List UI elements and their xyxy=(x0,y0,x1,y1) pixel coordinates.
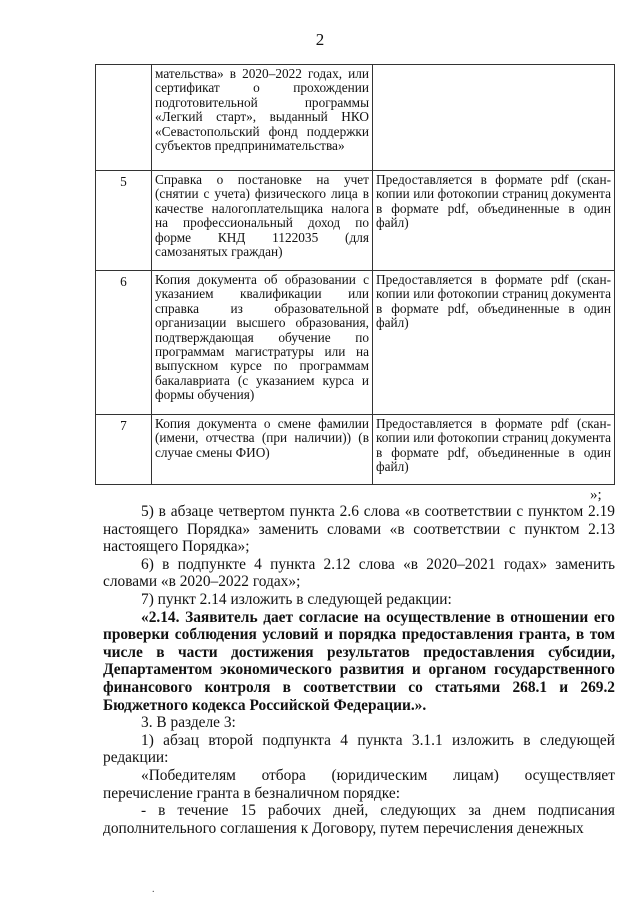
documents-table xyxy=(95,64,615,485)
document-name: Копия документа об образовании с указанием квалификации или справка из образовательной организации высшего образования, подтверждающая обучение по программам магистратуры или на выпускном курсе по программам бакалавриата (с указанием курса и формы обучения) xyxy=(152,271,373,415)
row-number xyxy=(96,65,152,171)
paragraph-item-5: 5) в абзаце четвертом пункта 2.6 слова «в соответствии с пунктом 2.19 настоящего Порядка» заменить словами «в соответствии с пунктом 2.13 настоящего Порядка»; xyxy=(103,503,615,556)
row-number: 6 xyxy=(96,271,152,415)
paragraph-quote-winners: «Победителям отбора (юридическим лицам) осуществляет перечисление гранта в безналичном порядке: xyxy=(103,766,615,802)
amendments-text xyxy=(103,503,615,837)
paragraph-quote-2-14: «2.14. Заявитель дает согласие на осуществление в отношении его проверки соблюдения условий и порядка предоставления гранта, в том числе в части достижения результатов предоставления субсидии, Департаментом экономического развития и органом государственного финансового контроля в соответствии со статьями 268.1 и 269.2 Бюджетного кодекса Российской Федерации.». xyxy=(103,608,615,714)
paragraph-item-6: 6) в подпункте 4 пункта 2.12 слова «в 2020–2021 годах» заменить словами «в 2020–2022 годах»; xyxy=(103,555,615,591)
row-number: 7 xyxy=(96,415,152,485)
paragraph-item-1: 1) абзац второй подпункта 4 пункта 3.1.1 изложить в следующей редакции: xyxy=(103,731,615,767)
paragraph-dash-item: - в течение 15 рабочих дней, следующих за днем подписания дополнительного соглашения к Договору, путем перечисления денежных xyxy=(103,802,615,837)
section-3-heading: 3. В разделе 3: xyxy=(141,714,236,732)
document-name: мательства» в 2020–2022 годах, или сертификат о прохождении подготовительной программы «Легкий старт», выданный НКО «Севастопольский фонд поддержки субъектов предпринимательства» xyxy=(152,65,373,171)
table-row xyxy=(96,271,615,415)
bottom-mark: . xyxy=(152,884,155,895)
table-row xyxy=(96,65,615,171)
paragraph-item-7: 7) пункт 2.14 изложить в следующей редакции: xyxy=(141,590,452,608)
document-format: Предоставляется в формате pdf (скан-копии или фотокопии страниц документа в формате pdf, объединенные в один файл) xyxy=(373,271,615,415)
table-row xyxy=(96,415,615,485)
document-format: Предоставляется в формате pdf (скан-копии или фотокопии страниц документа в формате pdf, объединенные в один файл) xyxy=(373,171,615,271)
table-quote-end: »; xyxy=(590,487,602,503)
document-name: Копия документа о смене фамилии (имени, отчества (при наличии)) (в случае смены ФИО) xyxy=(152,415,373,485)
table-row xyxy=(96,171,615,271)
document-format xyxy=(373,65,615,171)
document-name: Справка о постановке на учет (снятии с учета) физического лица в качестве налогоплательщика налога на профессиональный доход по форме КНД 1122035 (для самозанятых граждан) xyxy=(152,171,373,271)
document-format: Предоставляется в формате pdf (скан-копии или фотокопии страниц документа в формате pdf, объединенные в один файл) xyxy=(373,415,615,485)
row-number: 5 xyxy=(96,171,152,271)
page-number: 2 xyxy=(315,30,325,49)
